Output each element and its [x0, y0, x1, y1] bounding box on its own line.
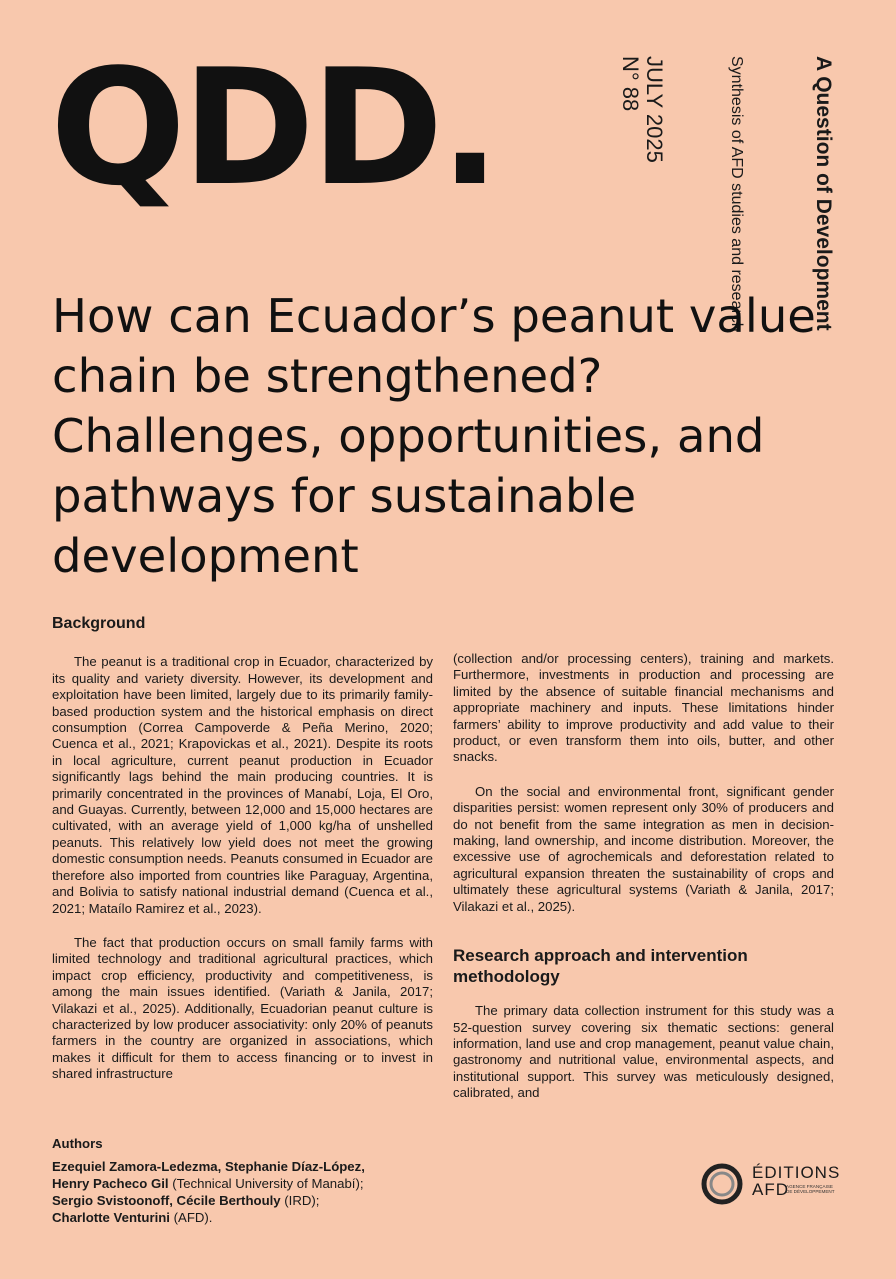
paragraph-5: The primary data collection instrument for this study was a 52-question survey covering six thematic sections: general information, land use and crop management, peanut value chain, gastronomy and nutritional value, environmental aspects, and institutional support. This survey was meticulously designed, calibrated, and	[453, 1003, 834, 1101]
paragraph-2: The fact that production occurs on small family farms with limited technology and traditional agricultural practices, which impact crop efficiency, productivity and competitiveness, is among the main issues identified. (Variath & Janila, 2017; Vilakazi et al., 2025). Additionally, Ecuadorian peanut culture is characterized by low producer associativity: only 20% of peanuts farmers in the country are organized in associations, which makes it difficult for them to access financing or to invest in shared infrastructure	[52, 934, 433, 1082]
editions-label: ÉDITIONS	[752, 1163, 841, 1182]
research-heading: Research approach and intervention methodology	[453, 946, 748, 987]
author-affiliation-4: (AFD).	[169, 1210, 213, 1225]
editions-afd-logo	[700, 1160, 840, 1206]
author-affiliation-3: (IRD);	[280, 1193, 320, 1208]
author-names-1: Ezequiel Zamora-Ledezma, Stephanie Díaz-López,	[52, 1159, 365, 1174]
afd-label: AFD	[752, 1180, 789, 1199]
right-column	[453, 651, 834, 1120]
series-title: A Question of Development	[812, 56, 835, 331]
authors-line-4	[52, 1209, 472, 1226]
authors-line-3	[52, 1192, 472, 1209]
editions-ring-icon	[700, 1162, 744, 1206]
issue-date: JULY 2025	[642, 56, 667, 163]
background-heading: Background	[52, 615, 146, 632]
author-names-4: Charlotte Venturini	[52, 1210, 170, 1225]
paragraph-1: The peanut is a traditional crop in Ecuador, characterized by its quality and variety diversity. However, its development and exploitation have been limited, largely due to its primarily family-based production system and the historical emphasis on direct consumption (Correa Campoverde & Peña Merino, 2020; Cuenca et al., 2021; Krapovickas et al., 2021). Despite its roots in local agriculture, current peanut production in Ecuador significantly lags behind the main producing countries. It is primarily concentrated in the provinces of Manabí, Loja, El Oro, and Guayas. Currently, between 12,000 and 15,000 hectares are cultivated, with an average yield of 1,000 kg/ha of unshelled peanuts. This relatively low yield does not meet the growing domestic consumption needs. Peanuts consumed in Ecuador are therefore also imported from countries like Paraguay, Argentina, and Bolivia to satisfy national industrial demand (Cuenca et al., 2021; Mataílo Ramirez et al., 2023).	[52, 654, 433, 916]
authors-line-2	[52, 1175, 472, 1192]
author-names-2: Henry Pacheco Gil	[52, 1176, 169, 1191]
authors-line-1	[52, 1158, 472, 1175]
issue-info	[610, 56, 666, 163]
issue-number: N° 88	[617, 56, 643, 112]
afd-tagline: AGENCE FRANÇAISE DE DÉVELOPPEMENT	[786, 1184, 835, 1195]
authors-block	[52, 1135, 472, 1226]
page-title: How can Ecuador’s peanut value chain be strengthened? Challenges, opportunities, and pathways for sustainable development	[52, 289, 816, 583]
left-column	[52, 616, 433, 1101]
paragraph-3: (collection and/or processing centers), training and markets. Furthermore, investments in production and processing are limited by the absence of suitable financial mechanisms and appropriate machinery and inputs. These limitations hinder farmers’ ability to improve productivity and add value to their product, or even transform them into oils, butter, and other snacks.	[453, 651, 834, 765]
author-affiliation-2: (Technical University of Manabí);	[168, 1176, 364, 1191]
authors-heading: Authors	[52, 1136, 103, 1151]
qdd-logo: QDD.	[50, 34, 497, 221]
series-subtitle-text: Synthesis of AFD studies and research	[728, 56, 745, 332]
author-names-3: Sergio Svistoonoff, Cécile Berthouly	[52, 1193, 281, 1208]
paragraph-4: On the social and environmental front, significant gender disparities persist: women represent only 30% of producers and do not benefit from the same integration as men in decision-making, land ownership, and income distribution. Moreover, the excessive use of agrochemicals and deforestation related to agricultural expansion threaten the sustainability of crops and ultimately these agricultural systems (Variath & Janila, 2017; Vilakazi et al., 2025).	[453, 783, 834, 914]
